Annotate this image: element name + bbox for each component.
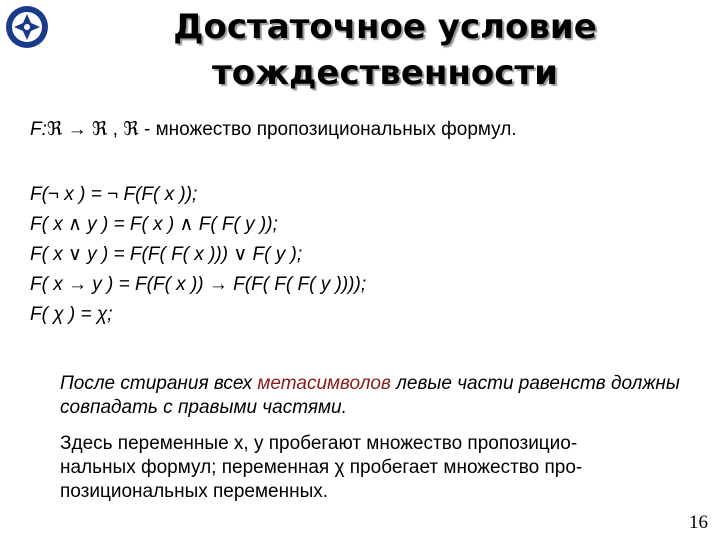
- note-variables-line-2: нальных формул; переменная χ пробегает множество про-: [60, 457, 583, 478]
- logo-icon: [4, 4, 50, 50]
- note-variables-line-3: позициональных переменных.: [60, 481, 329, 502]
- equation-variable: F( χ ) = χ;: [30, 304, 113, 325]
- intro-text: - множество пропозициональных формул.: [138, 119, 517, 140]
- equation-disjunction: F( x ∨ y ) = F(F( F( x ))) ∨ F( y );: [30, 244, 303, 265]
- note-erasure: [60, 372, 690, 420]
- separator: ,: [107, 119, 124, 140]
- title-line-2: тождественности: [212, 53, 558, 93]
- map-symbol: F:: [30, 119, 47, 140]
- note-variables-line-1: Здесь переменные x, y пробегают множество пропозицио-: [60, 433, 578, 454]
- title-line-1: Достаточное условие: [173, 7, 597, 47]
- arrow-symbol: →: [62, 119, 92, 140]
- note-erasure-pre: После стирания всех: [60, 373, 258, 394]
- equation-conjunction: F( x ∧ y ) = F( x ) ∧ F( F( y ));: [30, 214, 278, 235]
- codomain-symbol: ℜ: [91, 119, 108, 140]
- equations-block: [30, 180, 366, 330]
- page-number: 16: [689, 512, 708, 533]
- equation-negation: F(¬ x ) = ¬ F(F( x ));: [30, 184, 198, 205]
- page-title: [150, 4, 620, 96]
- set-symbol: ℜ: [123, 119, 139, 140]
- domain-symbol: ℜ: [46, 119, 63, 140]
- note-erasure-highlight: метасимволов: [257, 373, 391, 394]
- note-variables: [60, 432, 690, 504]
- equation-implication: F( x → y ) = F(F( x )) → F(F( F( F( y ))));: [30, 274, 367, 295]
- intro-line: [30, 118, 517, 141]
- note-erasure-post: левые части равенств должны совпадать с правыми частями.: [60, 373, 680, 418]
